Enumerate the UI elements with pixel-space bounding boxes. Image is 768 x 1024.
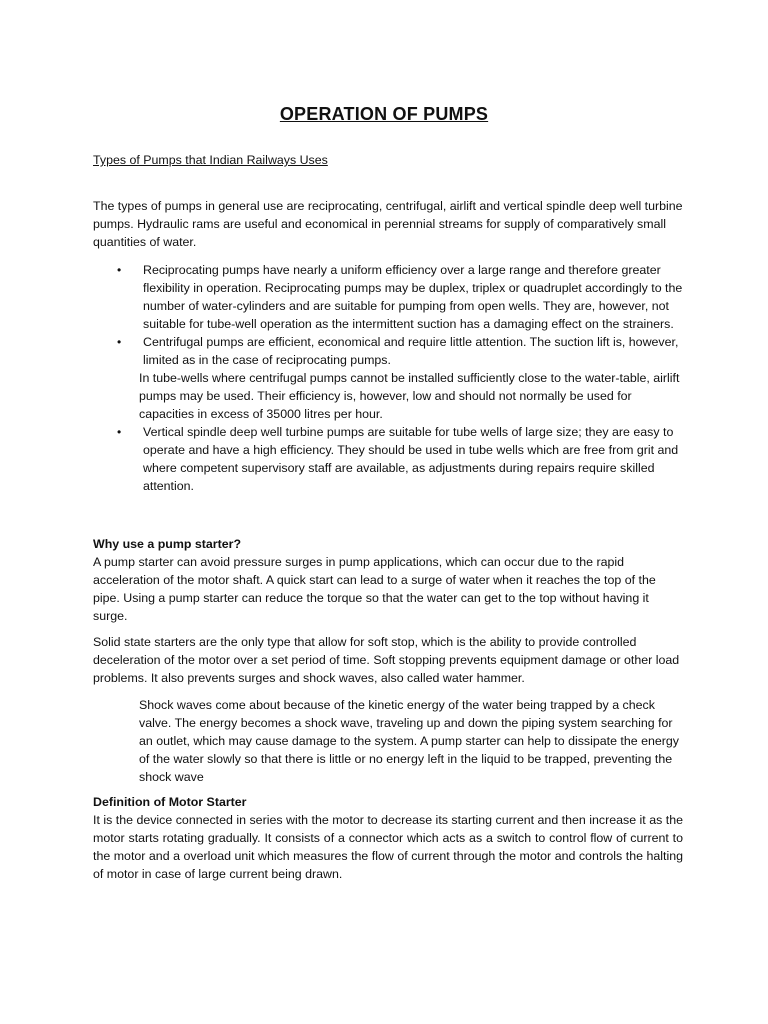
starter-heading: Why use a pump starter? — [93, 537, 242, 551]
centrifugal-note: In tube-wells where centrifugal pumps cannot be installed sufficiently close to the water-table, airlift pumps may be used. Their efficiency is, however, low and should not normally be used for capacities in excess of 35000 litres per hour. — [139, 371, 680, 421]
starter-paragraph-2: Solid state starters are the only type that allow for soft stop, which is the ability to provide controlled deceleration of the motor over a set period of time. Soft stopping prevents equipment damage or other load problems. It also prevents surges and shock waves, also called water hammer. — [93, 635, 680, 685]
motor-heading: Definition of Motor Starter — [93, 795, 247, 809]
list-item-text: Centrifugal pumps are efficient, economical and require little attention. The suction lift is, however, limited as in the case of reciprocating pumps. — [143, 335, 679, 367]
pump-types-list — [93, 261, 683, 495]
starter-quote: Shock waves come about because of the kinetic energy of the water being trapped by a check valve. The energy becomes a shock wave, traveling up and down the piping system searching for an outlet, which may cause damage to the system. A pump starter can help to dissipate the energy of the water slowly so that there is little or no energy left in the liquid to be trapped, preventing the shock wave — [139, 698, 679, 784]
intro-paragraph: The types of pumps in general use are reciprocating, centrifugal, airlift and vertical spindle deep well turbine pumps. Hydraulic rams are useful and economical in perennial streams for supply of comparatively small quantities of water. — [93, 199, 683, 249]
page-title: OPERATION OF PUMPS — [279, 104, 489, 124]
bullet-icon: • — [117, 425, 122, 439]
list-item — [93, 423, 683, 495]
bullet-icon: • — [117, 263, 122, 277]
list-item-text: Reciprocating pumps have nearly a uniform efficiency over a large range and therefore greater flexibility in operation. Reciprocating pumps may be duplex, triplex or quadruplet accordingly to the number of water-cylinders and are suitable for pumping from open wells. They are, however, not suitable for tube-well operation as the intermittent suction has a damaging effect on the strainers. — [143, 263, 683, 331]
starter-paragraph-1: A pump starter can avoid pressure surges in pump applications, which can occur due to the rapid acceleration of the motor shaft. A quick start can lead to a surge of water when it reaches the top of the pipe. Using a pump starter can reduce the torque so that the water can get to the top without having it surge. — [93, 555, 656, 623]
motor-paragraph: It is the device connected in series with the motor to decrease its starting current and then increase it as the motor starts rotating gradually. It consists of a connector which acts as a switch to control flow of current to the motor and a overload unit which measures the flow of current through the motor and controls the halting of motor in case of large current being drawn. — [93, 813, 683, 881]
bullet-icon: • — [117, 335, 122, 349]
list-item — [93, 261, 683, 333]
list-item — [93, 333, 683, 369]
list-item-text: Vertical spindle deep well turbine pumps are suitable for tube wells of large size; they are easy to operate and have a high efficiency. They should be used in tube wells which are free from grit and where competent supervisory staff are available, as adjustments during repairs require skilled attention. — [143, 425, 679, 493]
section-subtitle: Types of Pumps that Indian Railways Uses — [93, 153, 328, 167]
